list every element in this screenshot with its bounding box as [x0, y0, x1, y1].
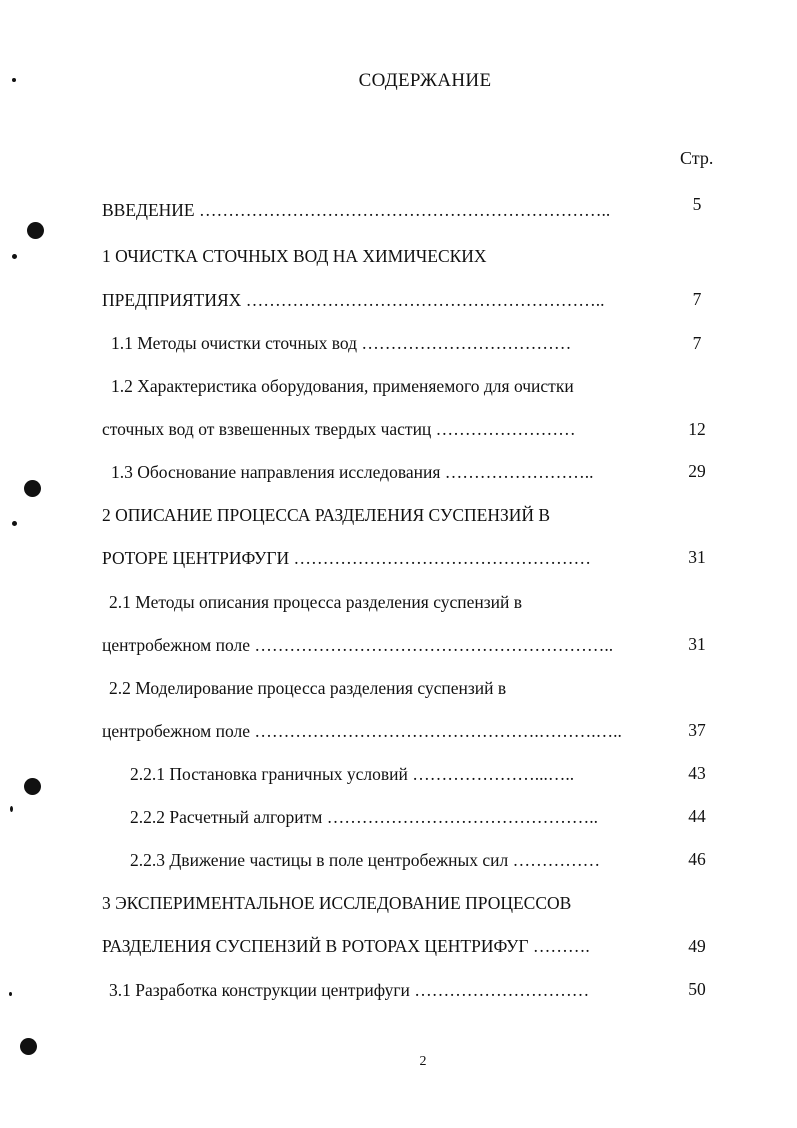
toc-entry-text: центробежном поле …………………………………………………….. — [102, 635, 614, 655]
toc-entry-page: 44 — [688, 806, 706, 826]
toc-entry-text: РОТОРЕ ЦЕНТРИФУГИ …………………………………………… — [102, 548, 592, 568]
toc-entry-text: ПРЕДПРИЯТИЯХ …………………………………………………….. — [102, 290, 605, 310]
toc-entry-text: 2.2.3 Движение частицы в поле центробежных сил …………… — [130, 850, 601, 870]
toc-entry-text: 2 ОПИСАНИЕ ПРОЦЕССА РАЗДЕЛЕНИЯ СУСПЕНЗИЙ В — [102, 505, 551, 525]
toc-entry-text: РАЗДЕЛЕНИЯ СУСПЕНЗИЙ В РОТОРАХ ЦЕНТРИФУГ ………. — [102, 936, 590, 956]
binder-hole-dot — [24, 480, 41, 497]
toc-entry-text: 2.2 Моделирование процесса разделения суспензий в — [109, 678, 507, 698]
scan-speck — [12, 254, 17, 259]
toc-entry-text: центробежном поле ………………………………………….……….….. — [102, 721, 622, 741]
toc-entry-page: 7 — [692, 289, 702, 309]
toc-entry-page: 31 — [688, 547, 706, 567]
toc-entry-text: 3.1 Разработка конструкции центрифуги ………………………… — [109, 980, 590, 1000]
binder-hole-dot — [24, 778, 41, 795]
toc-entry-text: 1.2 Характеристика оборудования, применяемого для очистки — [111, 376, 574, 396]
scan-speck — [12, 521, 17, 526]
toc-entry-text: ВВЕДЕНИЕ …………………………………………………………….. — [102, 200, 611, 220]
toc-entry-text: 1.1 Методы очистки сточных вод ……………………………… — [111, 333, 572, 353]
toc-entry-page: 49 — [688, 936, 706, 956]
toc-entry-page: 29 — [688, 461, 706, 481]
page-column-label: Стр. — [680, 148, 714, 168]
toc-entry-page: 12 — [688, 419, 706, 439]
toc-entry-page: 43 — [688, 763, 706, 783]
page-title: СОДЕРЖАНИЕ — [358, 70, 492, 91]
toc-entry-page: 46 — [688, 849, 706, 869]
toc-entry-text: 2.1 Методы описания процесса разделения суспензий в — [109, 592, 523, 612]
binder-hole-dot — [20, 1038, 37, 1055]
toc-entry-page: 50 — [688, 979, 706, 999]
toc-entry-page: 7 — [692, 333, 702, 353]
toc-entry-page: 31 — [688, 634, 706, 654]
toc-entry-text: сточных вод от взвешенных твердых частиц …………………… — [102, 419, 576, 439]
toc-entry-text: 2.2.2 Расчетный алгоритм ……………………………………….. — [130, 807, 598, 827]
toc-entry-text: 1 ОЧИСТКА СТОЧНЫХ ВОД НА ХИМИЧЕСКИХ — [102, 246, 487, 266]
toc-entry-text: 2.2.1 Постановка граничных условий …………………...….. — [130, 764, 575, 784]
toc-entry-text: 1.3 Обоснование направления исследования …………………….. — [111, 462, 594, 482]
page-number: 2 — [419, 1054, 427, 1069]
scan-speck — [9, 992, 12, 996]
toc-entry-page: 5 — [692, 194, 702, 214]
scan-speck — [10, 806, 13, 812]
toc-entry-page: 37 — [688, 720, 706, 740]
binder-hole-dot — [27, 222, 44, 239]
toc-entry-text: 3 ЭКСПЕРИМЕНТАЛЬНОЕ ИССЛЕДОВАНИЕ ПРОЦЕССОВ — [102, 893, 572, 913]
